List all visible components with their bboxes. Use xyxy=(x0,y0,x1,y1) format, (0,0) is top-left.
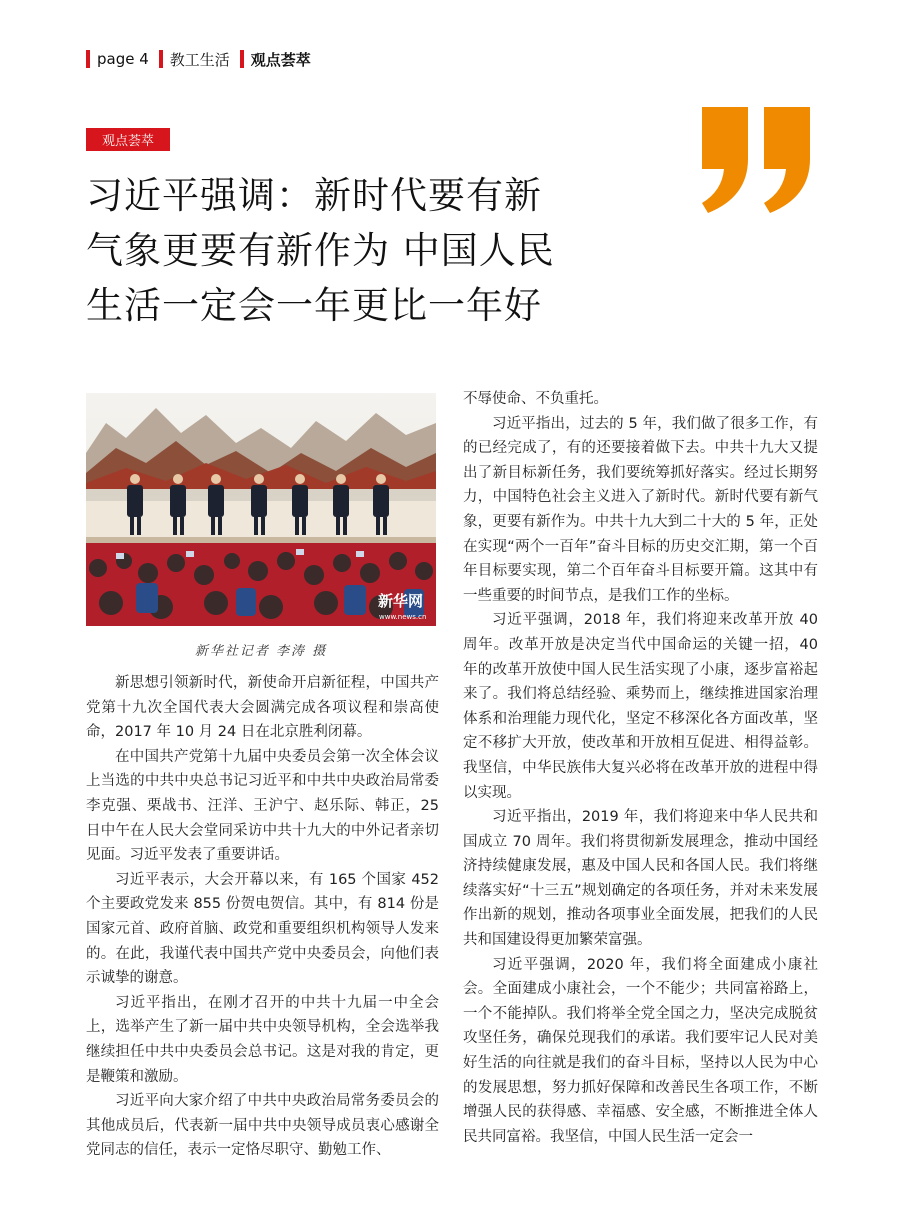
header-marker xyxy=(86,50,90,68)
paragraph: 习近平指出，在刚才召开的中共十九届一中全会上，选举产生了新一届中共中央领导机构，全会选举我继续担任中共中央委员会总书记。这是对我的肯定，更是鞭策和激励。 xyxy=(86,994,439,1085)
paragraph: 在中国共产党第十九届中央委员会第一次全体会议上当选的中共中央总书记习近平和中共中央政治局常委李克强、栗战书、汪洋、王沪宁、赵乐际、韩正，25 日中午在人民大会堂同采访中共十九大的中外记者亲切见面。习近平发表了重要讲话。 xyxy=(86,748,439,864)
paragraph: 习近平指出，过去的 5 年，我们做了很多工作，有的已经完成了，有的还要接着做下去。中共十九大又提出了新目标新任务，我们要统筹抓好落实。经过长期努力，中国特色社会主义进入了新时代。新时代要有新气象，更要有新作为。中共十九大到二十大的 5 年，正处在实现“两个一百年”奋斗目标的历史交汇期，第一个百年目标要实现，第二个百年奋斗目标要开篇。这其中有一些重要的时间节点，是我们工作的坐标。 xyxy=(463,415,818,604)
title-line: 气象更要有新作为 中国人民 xyxy=(86,229,555,272)
page-header xyxy=(86,48,321,70)
photo-caption: 新华社记者 李涛 摄 xyxy=(194,644,328,659)
article-column-left xyxy=(86,671,439,1163)
paragraph: 习近平向大家介绍了中共中央政治局常务委员会的其他成员后，代表新一届中共中央领导成员衷心感谢全党同志的信任，表示一定恪尽职守、勤勉工作、 xyxy=(86,1093,439,1159)
header-marker xyxy=(240,50,244,68)
paragraph-continuation: 不辱使命、不负重托。 xyxy=(463,391,608,407)
news-photo xyxy=(86,393,436,626)
page-number: page 4 xyxy=(97,50,149,68)
paragraph: 习近平指出，2019 年，我们将迎来中华人民共和国成立 70 周年。我们将贯彻新发展理念，推动中国经济持续健康发展，惠及中国人民和各国人民。我们将继续落实好“十三五”规划确定的各项任务，并对未来发展作出新的规划，推动各项事业全面发展，把我们的人民共和国建设得更加繁荣富强。 xyxy=(463,809,818,949)
header-marker xyxy=(159,50,163,68)
quote-mark-icon xyxy=(696,105,816,215)
section-tag: 观点荟萃 xyxy=(86,128,170,151)
paragraph: 新思想引领新时代，新使命开启新征程，中国共产党第十九次全国代表大会圆满完成各项议程和崇高使命，2017 年 10 月 24 日在北京胜利闭幕。 xyxy=(86,675,439,741)
column-name: 观点荟萃 xyxy=(250,50,311,69)
paragraph: 习近平表示，大会开幕以来，有 165 个国家 452 个主要政党发来 855 份贺电贺信。其中，有 814 份是国家元首、政府首脑、政党和重要组织机构领导人发来的。在此，我谨代表中国共产党中央委员会，向他们表示诚挚的谢意。 xyxy=(86,871,439,987)
title-line: 习近平强调：新时代要有新 xyxy=(86,174,542,217)
title-line: 生活一定会一年更比一年好 xyxy=(86,284,542,327)
paragraph: 习近平强调，2020 年，我们将全面建成小康社会。全面建成小康社会，一个不能少；共同富裕路上，一个不能掉队。我们将举全党全国之力，坚决完成脱贫攻坚任务，确保兑现我们的承诺。我们要牢记人民对美好生活的向往就是我们的奋斗目标，坚持以人民为中心的发展思想，努力抓好保障和改善民生各项工作，不断增强人民的获得感、幸福感、安全感，不断推进全体人民共同富裕。我坚信，中国人民生活一定会一 xyxy=(463,956,818,1145)
article-column-right xyxy=(463,387,818,1149)
paragraph: 习近平强调，2018 年，我们将迎来改革开放 40 周年。改革开放是决定当代中国命运的关键一招，40 年的改革开放使中国人民生活实现了小康，逐步富裕起来了。我们将总结经验、乘势而上，继续推进国家治理体系和治理能力现代化，坚定不移深化各方面改革，坚定不移扩大开放，使改革和开放相互促进、相得益彰。我坚信，中华民族伟大复兴必将在改革开放的进程中得以实现。 xyxy=(463,612,818,801)
photo-watermark: 新华网 xyxy=(378,592,424,610)
section-name: 教工生活 xyxy=(169,50,230,69)
photo-watermark-url: www.news.cn xyxy=(379,613,427,621)
article-title xyxy=(86,168,656,333)
